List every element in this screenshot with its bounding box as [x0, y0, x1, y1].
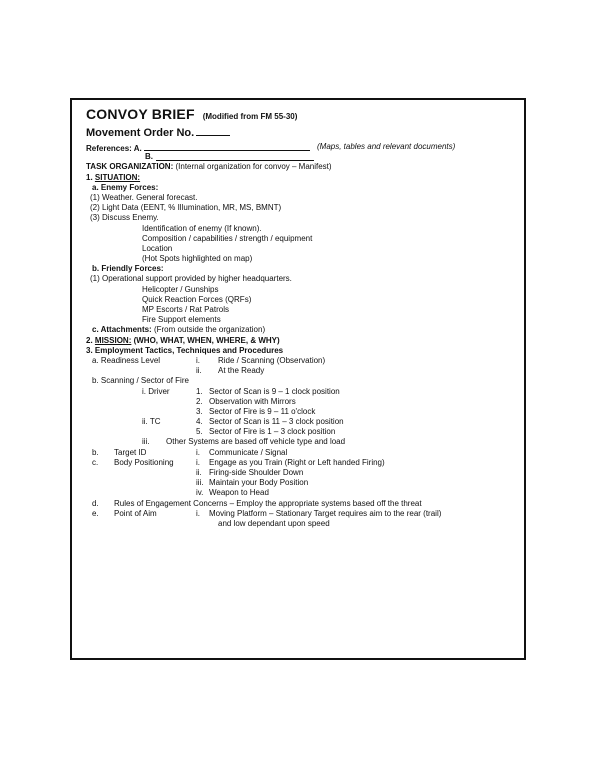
- scan-item-number: 1.: [196, 386, 203, 396]
- references-note: (Maps, tables and relevant documents): [317, 142, 456, 151]
- employment-heading: 3. Employment Tactics, Techniques and Procedures: [86, 345, 284, 355]
- tc-row-1: [86, 417, 506, 427]
- task-organization-row: [86, 162, 506, 172]
- scan-item-number: 5.: [196, 427, 203, 437]
- scan-item-number: 4.: [196, 417, 203, 427]
- body-positioning-row-2: [86, 468, 506, 478]
- mission-text: (WHO, WHAT, WHEN, WHERE, & WHY): [133, 335, 280, 345]
- friendly-forces-label: b. Friendly Forces:: [92, 264, 164, 274]
- reference-b-blank: [156, 152, 314, 161]
- enemy-subitem: Location: [142, 243, 173, 253]
- point-of-aim-letter: e.: [92, 508, 99, 518]
- scan-item-text: Sector of Fire is 9 – 11 o'clock: [209, 406, 316, 416]
- attachments-row: [86, 325, 506, 335]
- scanning-label: b. Scanning / Sector of Fire: [92, 376, 189, 386]
- readiness-ii-text: At the Ready: [218, 366, 265, 376]
- roe-text: Rules of Engagement Concerns – Employ the appropriate systems based off the threat: [114, 498, 422, 508]
- scan-item-number: 2.: [196, 396, 203, 406]
- scan-item-text: Sector of Scan is 9 – 1 clock position: [209, 386, 340, 396]
- reference-b-row: [86, 152, 506, 162]
- body-positioning-row-1: [86, 458, 506, 468]
- movement-order-label: Movement Order No.: [86, 127, 195, 139]
- reference-a-blank: [144, 142, 310, 151]
- title-row: [86, 106, 506, 127]
- readiness-label: a. Readiness Level: [92, 355, 161, 365]
- enemy-forces-heading: [86, 183, 506, 193]
- roe-row: [86, 499, 506, 509]
- point-of-aim-text-continued: and low dependant upon speed: [218, 518, 330, 528]
- body-item-text: Engage as you Train (Right or Left handed Firing): [209, 457, 385, 467]
- reference-b-label: B.: [145, 152, 153, 162]
- attachments-label: c. Attachments:: [92, 325, 152, 335]
- mission-number: 2.: [86, 335, 93, 345]
- body-item-text: Maintain your Body Position: [209, 478, 309, 488]
- enemy-subitem: (Hot Spots highlighted on map): [142, 254, 253, 264]
- movement-order-row: [86, 127, 506, 142]
- point-of-aim-row-1: [86, 509, 506, 519]
- scan-item-text: Sector of Scan is 11 – 3 clock position: [209, 417, 344, 427]
- target-id-row: [86, 448, 506, 458]
- target-id-text: Communicate / Signal: [209, 447, 288, 457]
- body-positioning-letter: c.: [92, 457, 99, 467]
- driver-row-3: [86, 407, 506, 417]
- attachments-text: (From outside the organization): [153, 325, 266, 335]
- references-label: References: A.: [86, 144, 142, 153]
- enemy-item: (2) Light Data (EENT, % Illumination, MR, MS, BMNT): [90, 203, 282, 213]
- friendly-subitem: Helicopter / Gunships: [142, 284, 219, 294]
- body-item-text: Weapon to Head: [209, 488, 269, 498]
- situation-number: 1.: [86, 172, 93, 182]
- task-organization-text: (Internal organization for convoy – Manifest): [175, 162, 332, 172]
- enemy-item: (1) Weather. General forecast.: [90, 192, 198, 202]
- target-id-letter: b.: [92, 447, 99, 457]
- enemy-item: (3) Discuss Enemy.: [90, 213, 159, 223]
- point-of-aim-row-2: [86, 519, 506, 529]
- body-item-number: iv.: [196, 488, 204, 498]
- movement-order-blank: [196, 127, 230, 136]
- enemy-forces-label: a. Enemy Forces:: [92, 182, 159, 192]
- situation-label: SITUATION:: [94, 172, 141, 182]
- readiness-i-text: Ride / Scanning (Observation): [218, 355, 326, 365]
- document-subtitle: (Modified from FM 55-30): [202, 112, 298, 121]
- other-systems-row: [86, 437, 506, 447]
- body-positioning-row-4: [86, 488, 506, 498]
- target-id-number: i.: [196, 447, 200, 457]
- body-item-text: Firing-side Shoulder Down: [209, 468, 304, 477]
- friendly-subitem: Fire Support elements: [142, 315, 221, 325]
- reference-a-row: [86, 142, 506, 152]
- driver-row-1: [86, 387, 506, 397]
- body-positioning-label: Body Positioning: [114, 457, 174, 467]
- target-id-label: Target ID: [114, 447, 147, 457]
- readiness-row-2: [86, 366, 506, 376]
- body-item-number: iii.: [196, 478, 204, 488]
- mission-heading: [86, 336, 506, 346]
- friendly-forces-heading: [86, 264, 506, 274]
- document-title: CONVOY BRIEF: [86, 106, 195, 122]
- other-systems-text: Other Systems are based off vehicle type and load: [166, 437, 346, 447]
- readiness-row-1: [86, 356, 506, 366]
- other-systems-number: iii.: [142, 437, 150, 447]
- scan-item-text: Observation with Mirrors: [209, 396, 296, 406]
- point-of-aim-text: Moving Platform – Stationary Target requires aim to the rear (trail): [209, 508, 442, 518]
- driver-row-2: [86, 397, 506, 407]
- readiness-ii-number: ii.: [196, 366, 202, 376]
- situation-heading: [86, 173, 506, 183]
- point-of-aim-number: i.: [196, 508, 200, 518]
- tc-row-2: [86, 427, 506, 437]
- tc-label: ii. TC: [142, 417, 161, 427]
- task-organization-label: TASK ORGANIZATION:: [86, 162, 174, 172]
- enemy-subitem: Identification of enemy (If known).: [142, 223, 262, 233]
- body-item-number: i.: [196, 457, 200, 467]
- scan-item-number: 3.: [196, 406, 203, 416]
- readiness-i-number: i.: [196, 355, 200, 365]
- body-positioning-row-3: [86, 478, 506, 488]
- friendly-subitem: MP Escorts / Rat Patrols: [142, 305, 229, 314]
- convoy-brief-document: [86, 106, 506, 529]
- body-item-number: ii.: [196, 468, 202, 477]
- friendly-subitem: Quick Reaction Forces (QRFs): [142, 294, 252, 304]
- enemy-subitem: Composition / capabilities / strength / equipment: [142, 233, 313, 243]
- driver-label: i. Driver: [142, 386, 170, 396]
- point-of-aim-label: Point of Aim: [114, 508, 157, 518]
- mission-label: MISSION:: [94, 335, 132, 345]
- scan-item-text: Sector of Fire is 1 – 3 clock position: [209, 427, 336, 437]
- roe-letter: d.: [92, 498, 99, 508]
- friendly-item: (1) Operational support provided by higher headquarters.: [90, 274, 292, 284]
